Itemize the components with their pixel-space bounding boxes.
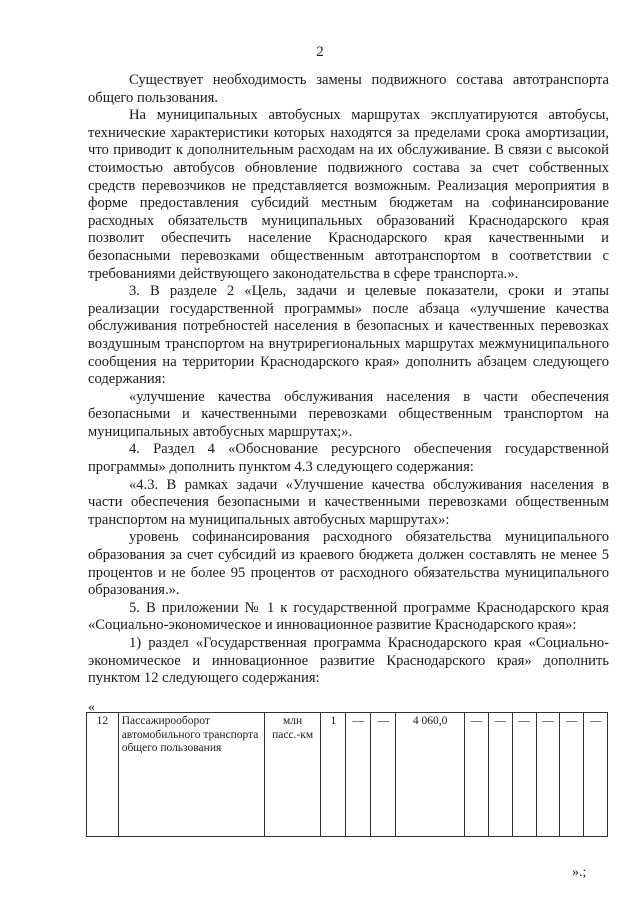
value-cell: — [346,713,371,837]
indicator-table [86,712,608,837]
status-cell: 1 [321,713,346,837]
value-cell: — [371,713,396,837]
table-row [87,713,608,837]
value-cell: — [512,713,536,837]
value-cell: — [560,713,584,837]
paragraph: 3. В разделе 2 «Цель, задачи и целевые показатели, сроки и этапы реализации государственной программы» после абзаца «улучшение качества обслуживания потребностей населения в безопасных и качественных перевозках воздушным транспортом на внутрирегиональных маршрутах межмуниципального сообщения на территории Краснодарского края» дополнить абзацем следующего содержания: [88,283,609,388]
paragraph: На муниципальных автобусных маршрутах эксплуатируются автобусы, технические характеристики которых находятся за пределами срока амортизации, что приводит к дополнительным расходам на их обслуживание. В связи с высокой стоимостью автобусов обновление подвижного состава за счет собственных средств перевозчиков не представляется возможным. Реализация мероприятия в форме предоставления субсидий местным бюджетам на софинансирование расходных обязательств муниципальных образований Краснодарского края позволит обеспечить население Краснодарского края качественными и безопасными перевозками общественным автотранспортом в соответствии с требованиями действующего законодательства в сфере транспорта.». [88,107,609,282]
row-number-cell: 12 [87,713,119,837]
paragraph: 5. В приложении № 1 к государственной программе Краснодарского края «Социально-экономическое и инновационное развитие Краснодарского края»: [88,599,609,634]
paragraph: 4. Раздел 4 «Обоснование ресурсного обеспечения государственной программы» дополнить пунктом 4.3 следующего содержания: [88,441,609,476]
paragraph: Существует необходимость замены подвижного состава автотранспорта общего пользования. [88,72,609,106]
paragraph: уровень софинансирования расходного обязательства муниципального образования за счет субсидий из краевого бюджета должен составлять не менее 5 процентов и не более 95 процентов от расходного обязательства муниципального образования.». [88,529,609,599]
value-cell: — [465,713,489,837]
value-cell: — [489,713,513,837]
table-close-quote: ».; [572,865,587,880]
value-cell: — [584,713,608,837]
indicator-name-cell: Пассажирооборот автомобильного транспорта общего пользования [118,713,264,837]
document-body [88,72,609,688]
paragraph: «4.3. В рамках задачи «Улучшение качества обслуживания населения в части обеспечения безопасными и качественными перевозками общественным транспортом на муниципальных автобусных маршрутах»: [88,476,609,528]
paragraph: «улучшение качества обслуживания населения в части обеспечения безопасными и качественными перевозками общественным транспортом на муниципальных автобусных маршрутах;». [88,388,609,440]
value-cell: — [536,713,560,837]
page-number: 2 [316,44,324,60]
unit-cell: млн пасс.-км [264,713,321,837]
value-cell: 4 060,0 [396,713,465,837]
paragraph: 1) раздел «Государственная программа Краснодарского края «Социально-экономическое и инновационное развитие Краснодарского края» дополнить пунктом 12 следующего содержания: [88,635,609,687]
table-open-quote: « [88,700,95,715]
